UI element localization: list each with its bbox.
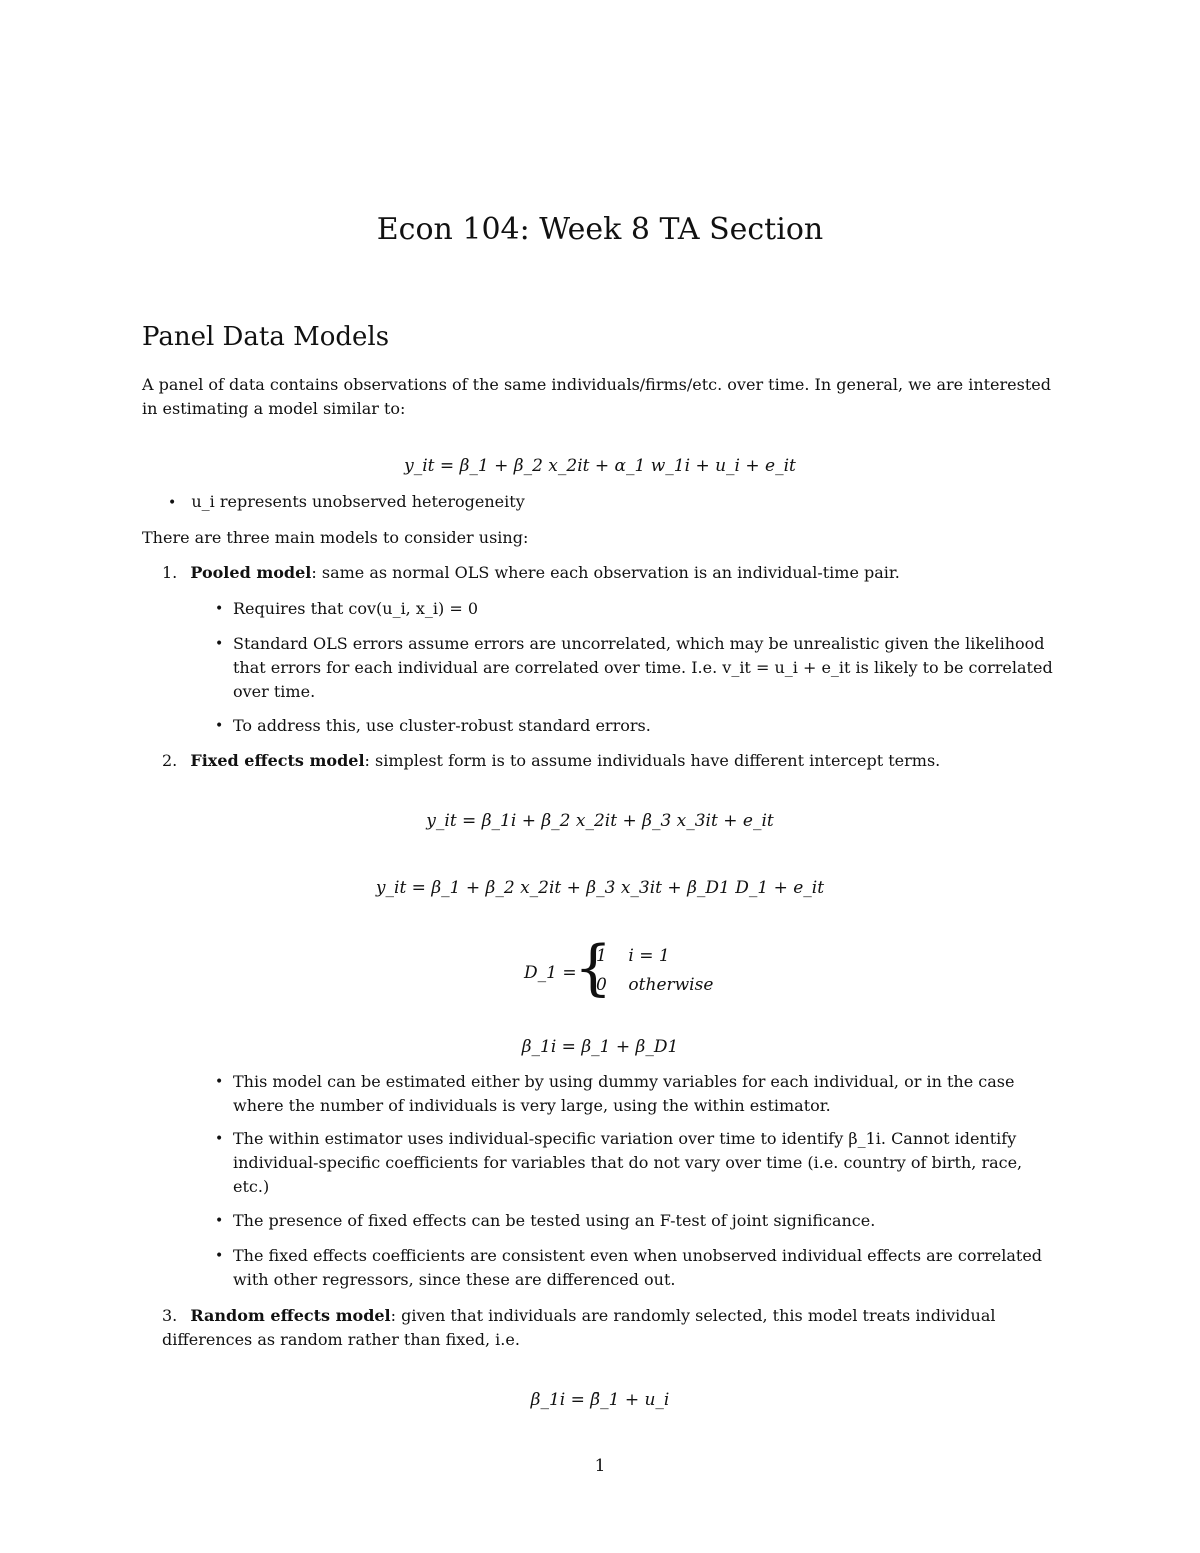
bullet-unobserved (168, 490, 525, 515)
bullet-dot: • (215, 1074, 224, 1090)
list-label: Random effects model (190, 1306, 391, 1325)
bullet-dot: • (215, 1131, 224, 1147)
list-number: 1. (162, 563, 178, 582)
bullet-unobserved-text: u_i represents unobserved heterogeneity (191, 492, 525, 511)
bullet-fe-4 (215, 1244, 1063, 1292)
list-item-pooled (162, 561, 900, 585)
bullet-text: The fixed effects coefficients are consistent even when unobserved individual effects are correlated with other regressors, since these are differenced out. (233, 1246, 1043, 1289)
equation-main: y_it = β_1 + β_2 x_2it + α_1 w_1i + u_i + e_it (404, 456, 796, 476)
bullet-dot: • (215, 718, 224, 734)
bullet-dot: • (215, 1248, 224, 1264)
list-text: : given that individuals are randomly selected, this model treats individual differences as random rather than fixed, i.e. (162, 1306, 996, 1349)
equation-d1-case2: 0 otherwise (596, 975, 714, 995)
intro-paragraph: A panel of data contains observations of the same individuals/firms/etc. over time. In general, we are interested in estimating a model similar to: (142, 375, 1051, 418)
section-heading: Panel Data Models (142, 322, 390, 352)
list-item-fixed-effects (162, 749, 940, 773)
equation-d1-lhs: D_1 = (524, 963, 577, 983)
bullet-dot: • (215, 636, 224, 652)
equation-d1 (524, 933, 764, 1006)
bullet-pooled-3 (215, 714, 1063, 738)
bullet-text: Standard OLS errors assume errors are uncorrelated, which may be unrealistic given the likelihood that errors for each individual are correlated over time. I.e. v_it = u_i + e_it is likely to be correlated over time. (233, 634, 1053, 701)
bullet-text: This model can be estimated either by using dummy variables for each individual, or in the case where the number of individuals is very large, using the within estimator. (233, 1072, 1015, 1115)
bullet-dot: • (215, 1213, 224, 1229)
equation-fe-3: β_1i = β_1 + β_D1 (521, 1037, 679, 1057)
equation-fe-1: y_it = β_1i + β_2 x_2it + β_3 x_3it + e_it (426, 811, 774, 831)
equation-re: β_1i = β̄_1 + u_i (530, 1390, 670, 1410)
list-number: 2. (162, 751, 178, 770)
bullet-fe-2 (215, 1127, 1063, 1199)
bullet-fe-3 (215, 1209, 1063, 1233)
bullet-text: The presence of fixed effects can be tested using an F-test of joint significance. (233, 1211, 876, 1230)
bullet-text: Requires that cov(u_i, x_i) = 0 (233, 599, 478, 618)
bullet-fe-1 (215, 1070, 1063, 1118)
list-number: 3. (162, 1306, 178, 1325)
brace-symbol: { (574, 933, 613, 1003)
list-label: Fixed effects model (190, 751, 365, 770)
bullet-text: To address this, use cluster-robust standard errors. (233, 716, 651, 735)
page-number: 1 (594, 1456, 606, 1476)
equation-d1-case1: 1 i = 1 (596, 946, 670, 966)
bullet-pooled-2 (215, 632, 1063, 704)
equation-fe-2: y_it = β_1 + β_2 x_2it + β_3 x_3it + β_D1 D_1 + e_it (375, 878, 825, 898)
bullet-dot: • (168, 495, 177, 511)
list-text: : same as normal OLS where each observation is an individual-time pair. (311, 563, 900, 582)
bullet-pooled-1 (215, 597, 1063, 621)
list-label: Pooled model (190, 563, 312, 582)
bullet-dot: • (215, 601, 224, 617)
list-item-random-effects (162, 1304, 1060, 1352)
three-models-intro: There are three main models to consider using: (142, 528, 529, 547)
page-title: Econ 104: Week 8 TA Section (376, 212, 824, 247)
list-text: : simplest form is to assume individuals have different intercept terms. (364, 751, 941, 770)
bullet-text: The within estimator uses individual-specific variation over time to identify β_1i. Cannot identify individual-specific coefficients for variables that do not vary over time (i.e. country of birth, race, etc.) (233, 1129, 1023, 1196)
